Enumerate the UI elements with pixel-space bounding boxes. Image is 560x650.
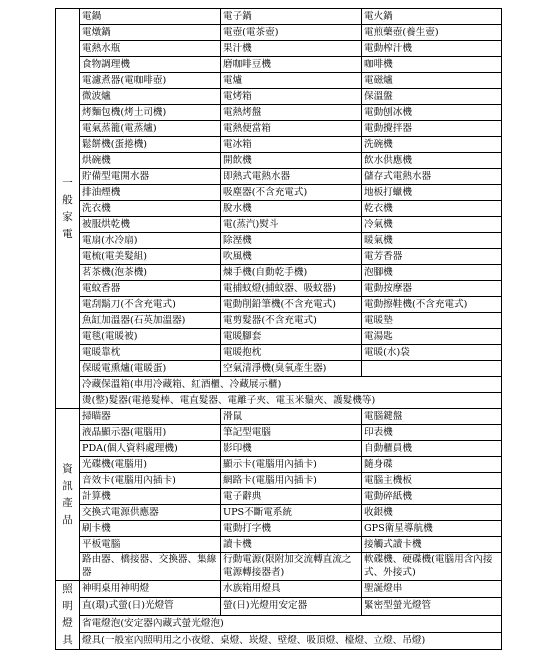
table-cell: 計算機 <box>80 489 221 505</box>
table-cell: 刷卡機 <box>80 521 221 537</box>
table-cell: 茗茶機(泡茶機) <box>80 265 221 281</box>
table-cell: 接觸式讀卡機 <box>362 537 502 553</box>
table-row <box>56 581 502 598</box>
table-cell-wide: 燈具(一般室內照明用之小夜燈、桌燈、崁燈、壁燈、吸頂燈、檯燈、立燈、吊燈) <box>80 632 502 649</box>
category-label-line: 照明 <box>62 583 73 612</box>
category-label <box>56 9 80 409</box>
category-label-line: 電 <box>62 227 73 240</box>
table-cell: 電動碎紙機 <box>362 489 502 505</box>
table-row <box>56 105 502 121</box>
table-cell: 咖啡機 <box>362 57 502 73</box>
table-cell: 電動削鉛筆機(不含充電式) <box>221 297 362 313</box>
table-cell: 電熱便當箱 <box>221 121 362 137</box>
table-cell: 光碟機(電腦用) <box>80 457 221 473</box>
category-label-line: 燈具 <box>62 617 73 646</box>
table-row <box>56 489 502 505</box>
table-cell: 網路卡(電腦用內插卡) <box>221 473 362 489</box>
table-row <box>56 9 502 25</box>
table-cell: 聖誕燈串 <box>362 581 502 598</box>
table-row <box>56 393 502 409</box>
table-row <box>56 377 502 393</box>
table-cell: 飲水供應機 <box>362 153 502 169</box>
table-cell: 空氣清淨機(臭氧產生器) <box>221 361 362 377</box>
table-cell: 讀卡機 <box>221 537 362 553</box>
category-label-line: 品 <box>62 513 73 526</box>
table-cell: 電壺(電茶壺) <box>221 25 362 41</box>
table-cell: 洗碗機 <box>362 137 502 153</box>
table-cell: 魚缸加溫器(石英加溫器) <box>80 313 221 329</box>
table-cell: 電暖(水)袋 <box>362 345 502 361</box>
table-cell: 吹風機 <box>221 249 362 265</box>
table-row <box>56 73 502 89</box>
category-label <box>56 581 80 650</box>
table-row <box>56 265 502 281</box>
table-cell: 影印機 <box>221 441 362 457</box>
table-cell: 電磁爐 <box>362 73 502 89</box>
table-cell: 磨咖啡豆機 <box>221 57 362 73</box>
table-cell: 交換式電源供應器 <box>80 505 221 521</box>
table-cell: 即熱式電熱水器 <box>221 169 362 185</box>
table-cell: 電燉鍋 <box>80 25 221 41</box>
table-cell: 脫水機 <box>221 201 362 217</box>
table-row <box>56 457 502 473</box>
table-cell: 吸塵器(不含充電式) <box>221 185 362 201</box>
table-row <box>56 217 502 233</box>
table-cell: 電鍋 <box>80 9 221 25</box>
table-row <box>56 297 502 313</box>
table-cell-wide: 燙(整)髮器(電捲髮棒、電直髮器、電離子夾、電玉米鬚夾、護髮機等) <box>80 393 502 409</box>
table-cell: 電動按摩器 <box>362 281 502 297</box>
table-cell: 電毯(電暖被) <box>80 329 221 345</box>
table-row <box>56 201 502 217</box>
table-cell: 洗衣機 <box>80 201 221 217</box>
table-cell: 電扇(水冷扇) <box>80 233 221 249</box>
table-row <box>56 233 502 249</box>
table-cell: 掃瞄器 <box>80 409 221 425</box>
table-cell: 電暖腳套 <box>221 329 362 345</box>
table-cell: 烤麵包機(烤土司機) <box>80 105 221 121</box>
table-cell: 自動櫃員機 <box>362 441 502 457</box>
table-cell: 電熱烤盤 <box>221 105 362 121</box>
table-cell: 路由器、橋接器、交換器、集線器 <box>80 553 221 581</box>
table-row <box>56 537 502 553</box>
table-cell: 顯示卡(電腦用內插卡) <box>221 457 362 473</box>
table-cell: 電暖靠枕 <box>80 345 221 361</box>
table-cell-wide: 冷藏保溫箱(車用冷藏箱、紅酒櫃、冷藏展示櫃) <box>80 377 502 393</box>
table-row <box>56 137 502 153</box>
table-row <box>56 121 502 137</box>
table-row <box>56 505 502 521</box>
table-row <box>56 473 502 489</box>
table-cell: 電芳香器 <box>362 249 502 265</box>
category-label-line: 一 <box>62 176 73 189</box>
table-cell: 滑鼠 <box>221 409 362 425</box>
table-cell: 電烤箱 <box>221 89 362 105</box>
table-cell: 電腦主機板 <box>362 473 502 489</box>
table-cell: 電濾煮器(電咖啡壺) <box>80 73 221 89</box>
table-row <box>56 329 502 345</box>
table-row <box>56 441 502 457</box>
table-cell: 電暖墊 <box>362 313 502 329</box>
table-row <box>56 185 502 201</box>
table-cell: 電動打字機 <box>221 521 362 537</box>
table-row <box>56 153 502 169</box>
table-cell: 果汁機 <box>221 41 362 57</box>
table-row <box>56 632 502 649</box>
table-row <box>56 41 502 57</box>
table-cell: 液晶顯示器(電腦用) <box>80 425 221 441</box>
table-cell: 神明桌用神明燈 <box>80 581 221 598</box>
table-cell: 螢(日)光燈用安定器 <box>221 598 362 615</box>
table-row <box>56 249 502 265</box>
table-cell: PDA(個人資料處理機) <box>80 441 221 457</box>
category-label-line: 資 <box>62 462 73 475</box>
table-cell: 電暖抱枕 <box>221 345 362 361</box>
table-cell: 電子鍋 <box>221 9 362 25</box>
table-cell: 電湯匙 <box>362 329 502 345</box>
table-cell: 平板電腦 <box>80 537 221 553</box>
table-row <box>56 598 502 615</box>
table-cell: 電冰箱 <box>221 137 362 153</box>
category-label-line: 訊 <box>62 479 73 492</box>
table-row <box>56 425 502 441</box>
table-cell: 貯備型電開水器 <box>80 169 221 185</box>
table-cell: 電熱水瓶 <box>80 41 221 57</box>
table-cell: 乾衣機 <box>362 201 502 217</box>
table-cell: 地板打蠟機 <box>362 185 502 201</box>
table-row <box>56 615 502 632</box>
table-cell: 開飲機 <box>221 153 362 169</box>
table-cell: 儲存式電熱水器 <box>362 169 502 185</box>
table-cell: 電爐 <box>221 73 362 89</box>
table-row <box>56 361 502 377</box>
table-row <box>56 89 502 105</box>
table-cell: 電捕蚊燈(捕蚊器、吸蚊器) <box>221 281 362 297</box>
table-row <box>56 57 502 73</box>
table-cell-wide: 省電燈泡(安定器內藏式螢光燈泡) <box>80 615 502 632</box>
table-cell: 電剪髮器(不含充電式) <box>221 313 362 329</box>
table-cell: 隨身碟 <box>362 457 502 473</box>
table-cell: 烘碗機 <box>80 153 221 169</box>
table-cell: 保暖電熏爐(電暖蛋) <box>80 361 221 377</box>
table-cell: 電(蒸汽)熨斗 <box>221 217 362 233</box>
table-cell: 排油煙機 <box>80 185 221 201</box>
table-cell: 電子辭典 <box>221 489 362 505</box>
table-cell: 微波爐 <box>80 89 221 105</box>
table-cell: 電梳(電美髮組) <box>80 249 221 265</box>
table-row <box>56 409 502 425</box>
table-cell: 行動電源(限附加交流轉直流之電源轉接器者) <box>221 553 362 581</box>
table-cell: 筆記型電腦 <box>221 425 362 441</box>
table-cell: UPS不斷電系統 <box>221 505 362 521</box>
table-row <box>56 169 502 185</box>
table-cell: 直(環)式螢(日)光燈管 <box>80 598 221 615</box>
table-cell: 電動刨冰機 <box>362 105 502 121</box>
table-cell: 除溼機 <box>221 233 362 249</box>
table-cell: 電火鍋 <box>362 9 502 25</box>
table-cell: 電煎藥壺(養生壺) <box>362 25 502 41</box>
table-cell: 收銀機 <box>362 505 502 521</box>
table-cell: 被服烘乾機 <box>80 217 221 233</box>
category-label-line: 家 <box>62 210 73 223</box>
table-cell: 電動榨汁機 <box>362 41 502 57</box>
table-cell: 泡腳機 <box>362 265 502 281</box>
table-cell: 電刮鬍刀(不含充電式) <box>80 297 221 313</box>
table-cell-empty <box>362 361 502 377</box>
table-cell: 保溫盤 <box>362 89 502 105</box>
table-cell: 暖氣機 <box>362 233 502 249</box>
table-cell: 電蚊香器 <box>80 281 221 297</box>
category-label-line: 產 <box>62 496 73 509</box>
table-cell: GPS衛星導航機 <box>362 521 502 537</box>
table-cell: 音效卡(電腦用內插卡) <box>80 473 221 489</box>
table-cell: 印表機 <box>362 425 502 441</box>
table-row <box>56 281 502 297</box>
table-cell: 電氣蒸籠(電蒸爐) <box>80 121 221 137</box>
table-cell: 冷氣機 <box>362 217 502 233</box>
table-cell: 鬆餅機(蛋捲機) <box>80 137 221 153</box>
table-cell: 軟碟機、硬碟機(電腦用含內接式、外接式) <box>362 553 502 581</box>
appliance-table <box>55 8 502 650</box>
table-cell: 電腦鍵盤 <box>362 409 502 425</box>
table-cell: 食物調理機 <box>80 57 221 73</box>
table-cell: 緊密型螢光燈管 <box>362 598 502 615</box>
table-row <box>56 553 502 581</box>
table-row <box>56 345 502 361</box>
table-cell: 電動攪拌器 <box>362 121 502 137</box>
category-label <box>56 409 80 581</box>
table-cell: 電動擦鞋機(不含充電式) <box>362 297 502 313</box>
table-row <box>56 25 502 41</box>
table-row <box>56 313 502 329</box>
table-cell: 水族箱用燈具 <box>221 581 362 598</box>
category-label-line: 般 <box>62 193 73 206</box>
table-cell: 煉手機(自動乾手機) <box>221 265 362 281</box>
table-row <box>56 521 502 537</box>
